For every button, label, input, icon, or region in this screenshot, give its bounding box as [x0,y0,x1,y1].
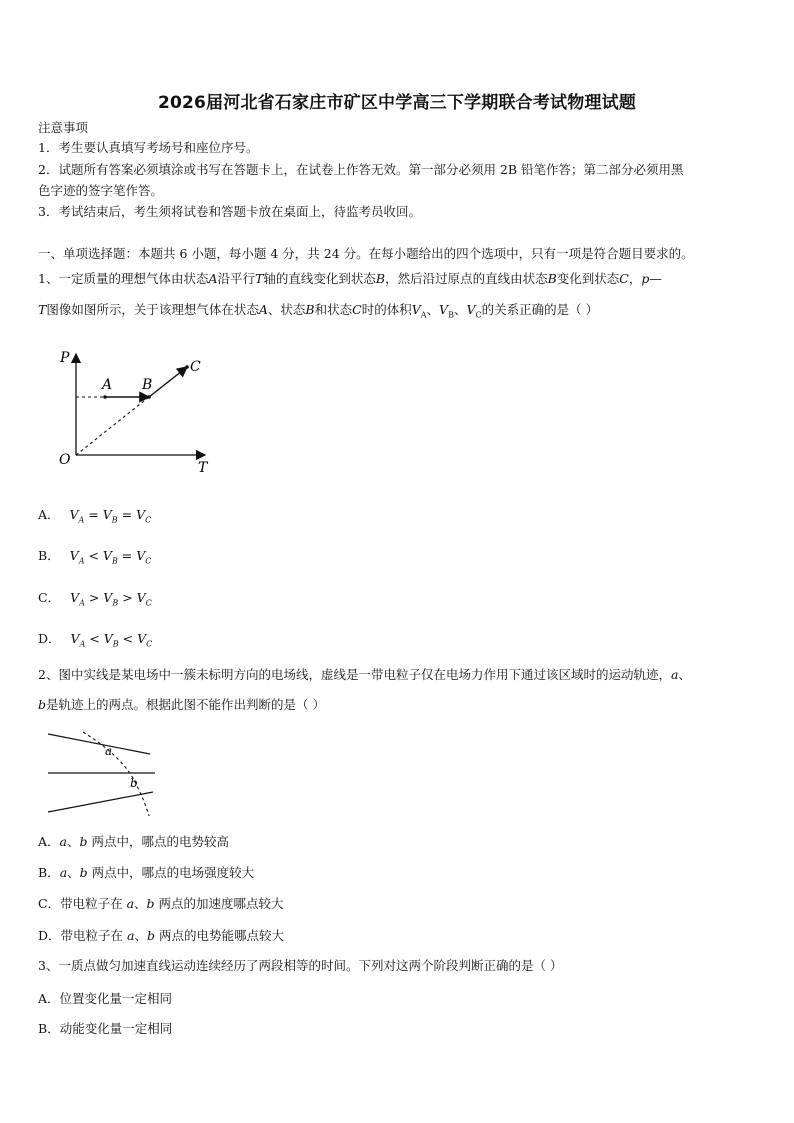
opt-sub: A [79,598,85,608]
q1-text: 轴的直线变化到状态 [263,271,376,286]
q2-option-d[interactable] [38,926,284,944]
option-label: C． [38,896,61,911]
q1-option-a[interactable] [38,505,151,525]
opt-sub: B [111,515,118,525]
q1-var-c: C [619,271,629,286]
opt-v: V [136,507,146,522]
opt-sub: C [145,556,152,566]
opt-op: < [118,631,138,646]
opt-var-a: a [126,896,135,911]
opt-var-a: a [127,928,135,943]
q1-stem-line1 [38,271,662,287]
point-c [185,365,189,369]
option-text: 两点的电势能哪点较大 [155,928,284,943]
notice-heading: 注意事项 [38,120,89,135]
q1-var-v: V [439,302,449,317]
opt-var-a: a [59,834,67,849]
opt-op: = [84,507,103,522]
option-label: B． [38,1021,60,1036]
opt-op: = [117,507,137,522]
opt-v: V [70,590,80,605]
q2-text: 2、图中实线是某电场中一簇未标明方向的电场线，虚线是一带电粒子仅在电场力作用下通过该区域时的运动轨迹， [38,667,671,682]
option-text: 带电粒子在 [60,896,127,911]
option-text: 、 [134,896,147,911]
opt-op: > [84,590,104,605]
opt-sub: C [146,639,153,649]
q2-stem-line1 [38,667,691,683]
option-text: 两点的加速度哪点较大 [154,896,284,911]
opt-var-b: b [79,834,88,849]
q1-var-t: T [255,271,264,286]
opt-v: V [103,631,113,646]
q1-var-b: B [305,302,315,317]
opt-v: V [137,631,147,646]
opt-sub: B [111,556,118,566]
opt-v: V [69,548,79,563]
opt-op: = [117,548,137,563]
q1-var-t: T [38,302,47,317]
option-label: A． [38,834,60,849]
q3-option-b[interactable] [38,1019,172,1037]
notice-item-3: 3．考试结束后，考生须将试卷和答题卡放在桌面上，待监考员收回。 [38,204,421,219]
opt-sub: A [78,515,85,525]
opt-sub: C [145,598,152,608]
label-c: C [190,359,201,375]
path-b-to-c [149,367,187,397]
label-o: O [59,452,71,468]
q3-stem: 3、一质点做匀加速直线运动连续经历了两段相等的时间。下列对这两个阶段判断正确的是（ ） [38,958,563,973]
field-line-top [48,734,150,754]
notice-item-1: 1．考生要认真填写考场号和座位序号。 [38,140,259,155]
opt-var-b: b [146,896,155,911]
option-label: D． [38,631,61,646]
opt-sub: A [79,639,86,649]
page-title: 2026届河北省石家庄市矿区中学高三下学期联合考试物理试题 [157,93,637,113]
option-text: 、 [66,834,80,849]
opt-var-b: b [79,865,88,880]
q1-sub: B [448,310,454,320]
notice-item-2: 2．试题所有答案必须填涂或书写在答题卡上，在试卷上作答无效。第一部分必须用 2B 铅笔作答；第二部分必须用黑 [38,162,684,177]
q1-text: 、 [453,302,467,317]
label-p: P [60,350,70,366]
q3-option-a[interactable] [38,989,172,1007]
q1-text: 变化到状态 [556,271,620,286]
q1-text: — [649,271,662,286]
q1-var-b: B [375,271,386,286]
opt-v: V [136,590,146,605]
label-b: b [130,776,138,790]
q1-var-v: V [466,302,476,317]
q1-option-c[interactable] [38,588,152,608]
label-a: A [102,377,113,393]
opt-v: V [70,631,80,646]
q2-option-a[interactable] [38,832,229,850]
opt-sub: A [78,556,85,566]
option-text: 动能变化量一定相同 [59,1021,173,1036]
q1-var-c: C [352,302,362,317]
q2-option-b[interactable] [38,863,254,881]
q2-stem-line2 [38,697,325,713]
opt-v: V [69,507,79,522]
q1-text: 时的体积 [361,302,412,317]
q2-var-a: a [670,667,679,682]
field-lines-figure [45,728,165,818]
opt-v: V [136,548,146,563]
q2-text: 、 [678,667,691,682]
section-heading: 一、单项选择题：本题共 6 小题，每小题 4 分，共 24 分。在每小题给出的四个选项中，只有一项是符合题目要求的。 [38,246,694,261]
q1-option-d[interactable] [38,629,152,649]
option-label: D． [38,928,61,943]
option-label: B． [38,548,60,563]
q1-var-v: V [411,302,421,317]
opt-op: < [84,548,103,563]
option-text: 带电粒子在 [60,928,128,943]
option-label: C． [38,590,61,605]
q1-text: 图像如图所示，关于该理想气体在状态 [46,302,259,317]
label-a: a [105,744,113,758]
opt-op: < [85,631,104,646]
point-b [147,395,151,399]
q1-var-p: p [641,271,650,286]
q1-text: ， [628,271,642,286]
field-line-bottom [48,792,153,812]
label-b: B [142,377,153,393]
q1-text: 、 [426,302,440,317]
q1-stem-line2 [38,302,598,324]
opt-var-a: a [59,865,68,880]
q1-var-a: A [258,302,268,317]
opt-sub: B [112,598,119,608]
q1-var-b: B [547,271,557,286]
option-text: 两点中，哪点的电场强度较大 [87,865,255,880]
option-label: A． [38,991,60,1006]
option-label: A． [38,507,60,522]
opt-v: V [102,548,112,563]
option-text: 两点中，哪点的电势较高 [87,834,229,849]
q1-sub: A [420,310,427,320]
q1-text: 沿平行 [217,271,256,286]
q1-text: 和状态 [314,302,353,317]
q1-sub: C [475,310,482,320]
dashed-origin-line [76,397,149,455]
opt-sub: B [112,639,119,649]
q2-text: 是轨迹上的两点。根据此图不能作出判断的是（ ） [46,697,325,712]
option-text: 、 [134,928,147,943]
q2-var-b: b [38,697,47,712]
option-text: 、 [67,865,80,880]
opt-v: V [103,590,113,605]
point-a [103,395,107,399]
q1-option-b[interactable] [38,546,151,566]
q1-text: 的关系正确的是（ ） [481,302,599,317]
q1-text: 1、一定质量的理想气体由状态 [38,271,209,286]
pt-graph [55,340,225,480]
option-text: 位置变化量一定相同 [59,991,173,1006]
option-label: B． [38,865,60,880]
q1-text: 、状态 [267,302,306,317]
opt-sub: C [145,515,152,525]
opt-op: > [118,590,137,605]
label-t: T [198,460,208,476]
q1-var-a: A [208,271,218,286]
opt-var-b: b [146,928,155,943]
notice-item-2-cont: 色字迹的签字笔作答。 [38,183,164,198]
q1-text: ，然后沿过原点的直线由状态 [385,271,548,286]
opt-v: V [102,507,112,522]
q2-option-c[interactable] [38,894,284,912]
